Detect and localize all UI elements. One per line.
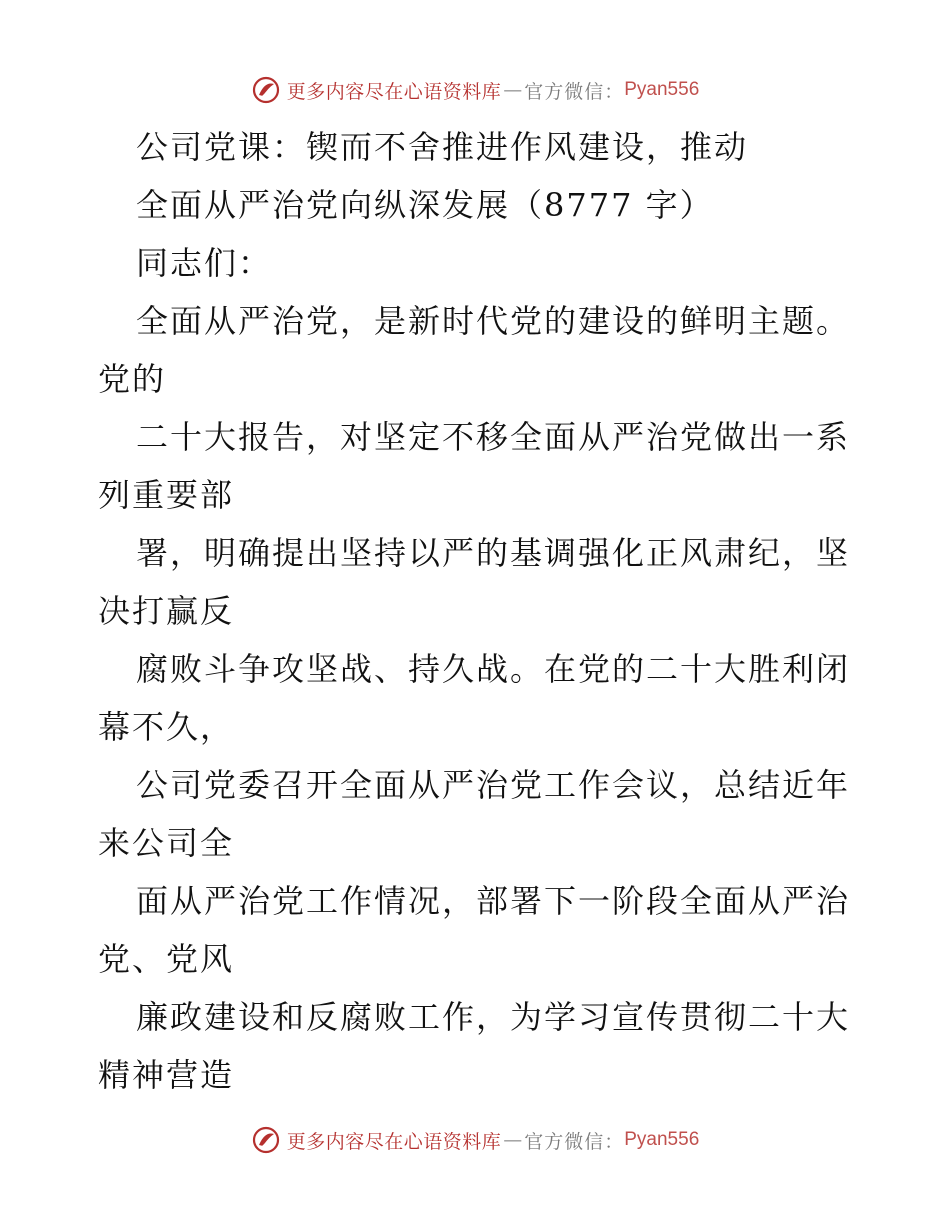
- brand-logo-icon: [251, 75, 281, 105]
- watermark-brand: 更多内容尽在心语资料库: [286, 1130, 502, 1153]
- text-line: 署，明确提出坚持以严的基调强化正风肃纪，坚: [136, 534, 851, 572]
- text-line: 党的: [98, 360, 167, 398]
- watermark-separator: —: [503, 1129, 523, 1151]
- brand-logo-icon: [251, 1125, 281, 1155]
- text-line: 全面从严治党向纵深发展（8777 字）: [136, 186, 714, 224]
- text-line: 全面从严治党，是新时代党的建设的鲜明主题。: [136, 302, 851, 340]
- text-line: 二十大报告，对坚定不移全面从严治党做出一系: [136, 418, 851, 456]
- text-line: 决打赢反: [98, 592, 235, 630]
- watermark-brand: 更多内容尽在心语资料库: [286, 80, 502, 103]
- header-watermark: [0, 72, 950, 108]
- text-line: 公司党课：锲而不舍推进作风建设，推动: [136, 128, 749, 166]
- text-line: 精神营造: [98, 1056, 235, 1094]
- text-line: 来公司全: [98, 824, 235, 862]
- text-line: 公司党委召开全面从严治党工作会议，总结近年: [136, 766, 851, 804]
- text-line: 幕不久，: [98, 708, 235, 746]
- watermark-separator: —: [503, 79, 523, 101]
- watermark-contact-id: Pyan556: [624, 1129, 700, 1150]
- document-body: [98, 118, 858, 1104]
- text-line: 同志们：: [136, 244, 273, 282]
- watermark-contact-label: 官方微信：: [524, 1130, 625, 1153]
- text-line: 列重要部: [98, 476, 235, 514]
- text-line: 面从严治党工作情况，部署下一阶段全面从严治: [136, 882, 851, 920]
- watermark-contact-label: 官方微信：: [524, 80, 625, 103]
- text-line: 腐败斗争攻坚战、持久战。在党的二十大胜利闭: [136, 650, 851, 688]
- footer-watermark: [0, 1122, 950, 1158]
- watermark-contact-id: Pyan556: [624, 79, 700, 100]
- text-line: 廉政建设和反腐败工作，为学习宣传贯彻二十大: [136, 998, 851, 1036]
- text-line: 党、党风: [98, 940, 235, 978]
